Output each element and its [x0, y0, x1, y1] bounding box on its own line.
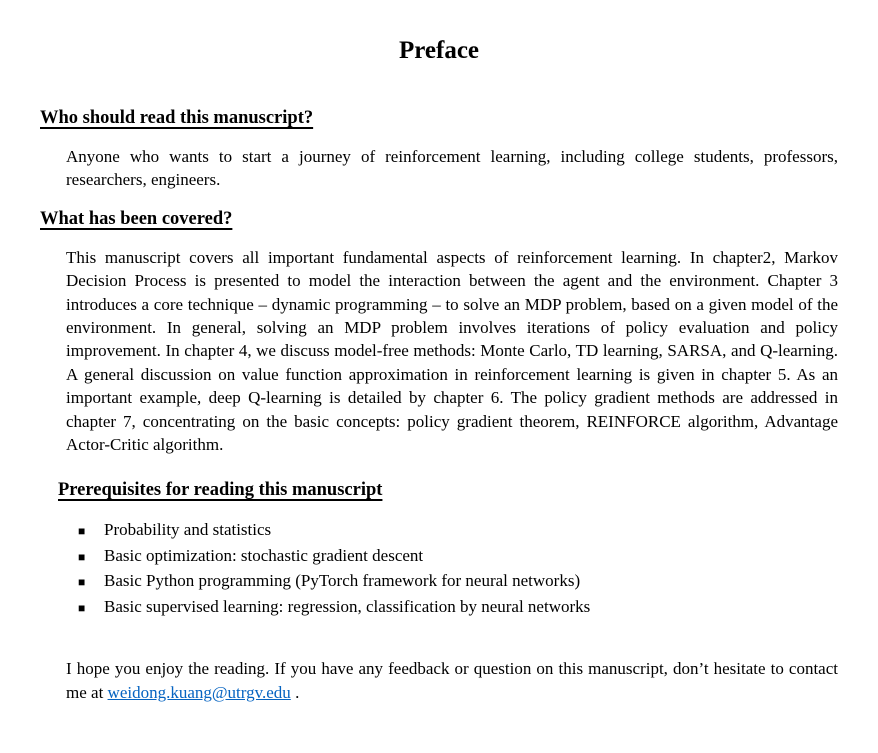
square-bullet-icon: ■ — [78, 524, 86, 539]
section-body-what-covered: This manuscript covers all important fundamental aspects of reinforcement learning. In chapter2, Markov Decision Process is presented to model the interaction between the agent and the environment. Chapter 3 introduces a core technique – dynamic programming – to solve an MDP problem, based on a given model of the environment. In general, solving an MDP problem involves iterations of policy evaluation and policy improvement. In chapter 4, we discuss model-free methods: Monte Carlo, TD learning, SARSA, and Q-learning. A general discussion on value function approximation in reinforcement learning is given in chapter 5. As an important example, deep Q-learning is detailed by chapter 6. The policy gradient methods are addressed in chapter 7, concentrating on the basic concepts: policy gradient theorem, REINFORCE algorithm, Advantage Actor-Critic algorithm. — [66, 247, 838, 455]
list-item — [78, 595, 838, 621]
page-title: Preface — [398, 37, 480, 64]
closing-text-before: I hope you enjoy the reading. If you have any feedback or question on this manuscript, don’t hesitate to contact me at — [66, 659, 838, 702]
section-heading-who-should-read: Who should read this manuscript? — [40, 108, 314, 128]
section-heading-prerequisites: Prerequisites for reading this manuscript — [58, 480, 383, 501]
closing-paragraph — [66, 657, 838, 704]
list-item — [78, 569, 838, 595]
square-bullet-icon: ■ — [78, 575, 86, 590]
section-body-who-should-read: Anyone who wants to start a journey of reinforcement learning, including college students, professors, researchers, engineers. — [66, 147, 838, 190]
list-item-label: Basic Python programming (PyTorch framework for neural networks) — [104, 571, 581, 591]
section-what-covered — [40, 207, 838, 457]
section-prerequisites — [40, 478, 838, 620]
prerequisites-list — [40, 518, 838, 620]
closing-text-after: . — [290, 682, 300, 702]
list-item-label: Basic supervised learning: regression, classification by neural networks — [104, 596, 591, 616]
square-bullet-icon: ■ — [78, 549, 86, 564]
section-who-should-read — [40, 106, 838, 192]
square-bullet-icon: ■ — [78, 600, 86, 615]
list-item — [78, 518, 838, 544]
list-item — [78, 544, 838, 570]
email-link[interactable]: weidong.kuang@utrgv.edu — [107, 682, 291, 702]
list-item-label: Probability and statistics — [104, 520, 272, 540]
list-item-label: Basic optimization: stochastic gradient descent — [104, 545, 424, 565]
section-heading-what-covered: What has been covered? — [40, 208, 233, 229]
